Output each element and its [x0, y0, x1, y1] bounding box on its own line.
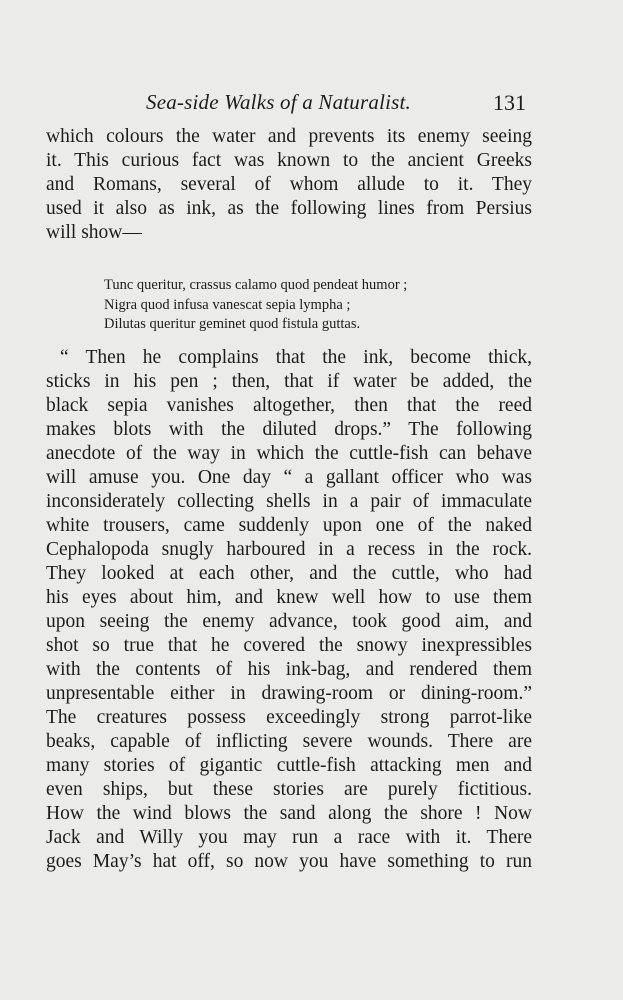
text-line: anecdote of the way in which the cuttle-fish can behave — [46, 443, 532, 464]
text-line: unpresentable either in drawing-room or dining-room.” — [46, 683, 532, 704]
text-line: even ships, but these stories are purely fictitious. — [46, 779, 532, 800]
running-head — [46, 88, 532, 118]
paragraph-2 — [46, 346, 532, 874]
text-line: Cephalopoda snugly harboured in a recess in the rock. — [46, 539, 532, 560]
quotation-line: Dilutas queritur geminet quod fistula guttas. — [104, 316, 361, 332]
running-title: Sea-side Walks of a Naturalist. — [146, 90, 412, 114]
quotation-line: Tunc queritur, crassus calamo quod pendeat humor ; — [104, 277, 408, 293]
quotation-line: Nigra quod infusa vanescat sepia lympha ; — [104, 296, 351, 313]
text-line: and Romans, several of whom allude to it. They — [46, 174, 532, 195]
text-line: sticks in his pen ; then, that if water be added, the — [46, 371, 532, 392]
text-line: The creatures possess exceedingly strong parrot-like — [46, 707, 532, 728]
text-line: which colours the water and prevents its enemy seeing — [46, 126, 532, 147]
text-line: Jack and Willy you may run a race with it. There — [46, 827, 532, 848]
text-line: makes blots with the diluted drops.” The following — [46, 419, 532, 440]
text-line: shot so true that he covered the snowy inexpressibles — [46, 635, 532, 656]
text-line: it. This curious fact was known to the ancient Greeks — [46, 150, 532, 171]
text-line: beaks, capable of inflicting severe wounds. There are — [46, 731, 532, 752]
text-line: with the contents of his ink-bag, and rendered them — [46, 659, 532, 680]
text-line: will amuse you. One day “ a gallant officer who was — [46, 467, 532, 488]
text-line: white trousers, came suddenly upon one of the naked — [46, 515, 532, 536]
text-line: goes May’s hat off, so now you have something to run — [46, 851, 532, 872]
paragraph-1 — [46, 125, 532, 245]
text-line: his eyes about him, and knew well how to use them — [46, 587, 532, 608]
text-line: They looked at each other, and the cuttle, who had — [46, 563, 532, 584]
text-line: black sepia vanishes altogether, then that the reed — [46, 395, 532, 416]
text-line: used it also as ink, as the following lines from Persius — [46, 198, 532, 219]
latin-quotation — [104, 276, 504, 335]
text-line: inconsiderately collecting shells in a pair of immaculate — [46, 491, 532, 512]
page-number: 131 — [493, 90, 526, 115]
text-line: many stories of gigantic cuttle-fish attacking men and — [46, 755, 532, 776]
text-line: will show— — [46, 222, 142, 243]
text-line: “ Then he complains that the ink, become thick, — [60, 347, 532, 368]
text-line: upon seeing the enemy advance, took good aim, and — [46, 611, 532, 632]
text-line: How the wind blows the sand along the shore ! Now — [46, 803, 532, 824]
